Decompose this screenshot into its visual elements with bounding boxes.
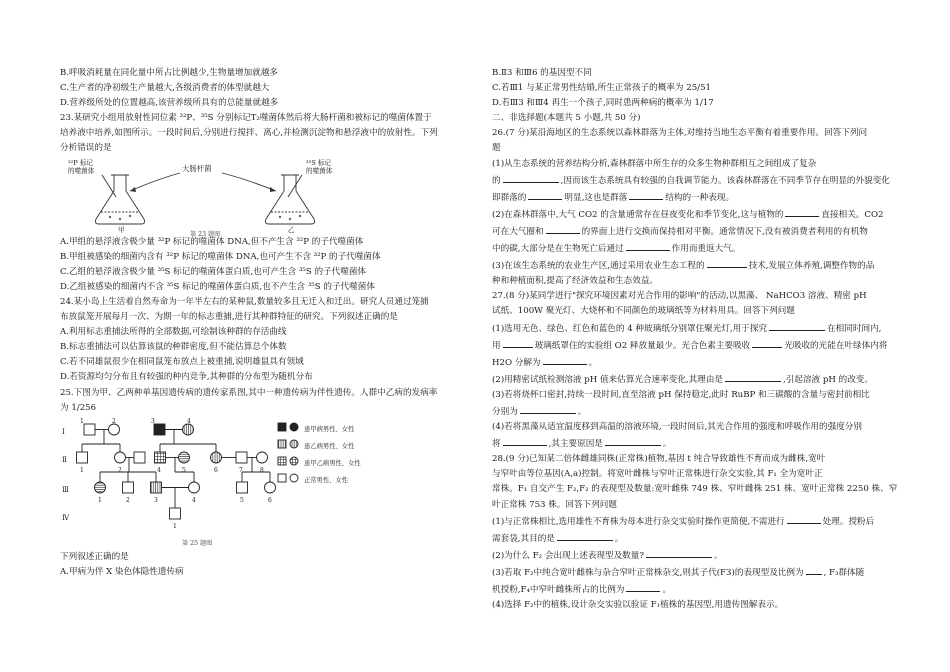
answer-blank[interactable] [528,189,562,200]
answer-blank[interactable] [557,530,613,541]
pedigree-II5 [179,452,190,463]
legend-jia-male-icon [278,423,286,431]
answer-blank[interactable] [543,354,587,365]
right-line-3: 二、非选择题(本题共 5 小题,共 50 分) [492,113,641,124]
pedigree-III5 [237,482,248,493]
arrow-to-flask-b-icon [222,173,276,191]
id-III2: 2 [126,496,130,504]
flask-a-icon [95,175,144,224]
legend-normal: 正常男性、女性 [304,476,349,484]
answer-blank[interactable] [725,371,781,382]
left-mid-line-1: B.甲组被感染的细菌内含有 ³²P 标记的噬菌体 DNA,也可产生不含 ³²P 的子代噬菌体 [60,251,381,262]
right-line-23: 将 ,其主要原因是 。 [492,435,902,452]
right-line-21: 分别为 。 [492,403,902,420]
pedigree-III6 [265,482,276,493]
right-line-11: 中的碳,大部分是在生物死亡后通过 作用而重返大气。 [492,240,902,257]
legend-jia-female-icon [290,423,298,431]
answer-blank[interactable] [646,547,712,558]
right-line-32: 机授粉,F₄中窄叶雌株所占的比例为 。 [492,581,902,598]
pedigree-III3 [151,482,162,493]
right-line-16: (1)选用无色、绿色、红色和蓝色的 4 种玻璃纸分别罩住聚光灯,用于探究 在相同时间内, [492,320,902,337]
answer-blank[interactable] [503,172,559,183]
gen-label-2: Ⅱ [62,454,67,464]
right-line-30: (2)为什么 F₂ 会出现上述表现型及数量? 。 [492,547,902,564]
pedigree-I3 [154,424,165,435]
right-line-20: (3)若将烧杯口密封,持续一段时间,直至溶液 pH 保持稳定,此时 RuBP 和三碳酸的含量与密封前相比 [492,389,870,400]
pedigree-II7 [236,452,247,463]
right-line-18: H2O 分解为 。 [492,354,902,371]
legend-normal-female-icon [290,474,298,482]
id-II6: 6 [214,466,218,474]
right-line-8: 即群落的 明显,这也是群落 结构的一种表现。 [492,189,902,206]
right-line-2: D.若Ⅲ3 和Ⅲ4 再生一个孩子,同时患两种病的概率为 1/17 [492,98,714,109]
answer-blank[interactable] [546,223,580,234]
right-line-6: (1)从生态系统的营养结构分析,森林群落中所生存的众多生物种群相互之间组成了复杂 [492,158,817,169]
answer-blank[interactable] [707,257,747,268]
answer-blank[interactable] [629,189,663,200]
label-s35-phage: ³⁵S 标记 的噬菌体 [306,158,333,175]
pedigree-I1 [84,424,95,435]
id-II7: 7 [239,466,243,474]
legend-yi: 患乙病男性、女性 [304,442,355,450]
right-line-4: 26.(7 分)某沿海地区的生态系统以森林群落为主体,对维持当地生态平衡有着重要作用。回答下列问 [492,128,868,139]
id-II5: 5 [182,466,186,474]
right-line-13: 种和种植面积,提高了经济效益和生态效益。 [492,276,659,287]
left-mid-line-10: 25.下图为甲、乙两种单基因遗传病的遗传家系图,其中一种遗传病为伴性遗传。人群中乙病的发病率 [60,387,438,398]
right-line-9: (2)在森林群落中,大气 CO2 的含量通常存在昼夜变化和季节变化,这与植物的 直接相关。CO2 [492,206,902,223]
right-line-17: 用 玻璃纸罩住的实验组 O2 释放量最少。光合色素主要吸收 光吸收的光能在叶绿体内将 [492,337,902,354]
pedigree-IV1 [170,508,181,519]
pedigree-II6 [211,452,222,463]
left-bottom-line-0: 下列叙述正确的是 [60,551,129,562]
right-line-5: 题 [492,143,501,154]
pedigree-III1 [95,482,106,493]
left-top-text [60,66,482,157]
answer-blank[interactable] [626,240,670,251]
id-II4: 4 [157,466,161,474]
pedigree-II4 [155,452,166,463]
left-mid-line-4: 24.某小岛上生活着自然寿命为一年半左右的某种鼠,数量较多且无迁入和迁出。研究人员通过笼捕 [60,296,429,307]
left-mid-line-0: A.甲组的悬浮液含极少量 ³²P 标记的噬菌体 DNA,但不产生含 ³²P 的子代噬菌体 [60,236,364,247]
left-top-line-3: 23.某研究小组用放射性同位素 ³²P、³⁵S 分别标记T₂噬菌体然后将大肠杆菌和被标记的噬菌体置于 [60,113,432,124]
right-line-29: 需套袋,其目的是 。 [492,530,902,547]
right-line-0: B.Ⅱ3 和Ⅲ6 的基因型不同 [492,68,592,78]
left-mid-line-2: C.乙组的悬浮液含极少量 ³⁵S 标记的噬菌体蛋白质,也可产生含 ³⁵S 的子代噬菌体 [60,266,367,277]
figure-23-caption: 第 23 题图 [190,230,221,238]
left-mid-line-3: D.乙组被感染的细菌内不含 ³⁵S 标记的噬菌体蛋白质,也不产生含 ³⁵S 的子代噬菌体 [60,281,375,292]
left-top-line-2: D.营养级所处的位置越高,该营养级所具有的总能量就越多 [60,98,279,109]
answer-blank[interactable] [503,435,547,446]
left-mid-line-5: 布放鼠笼开展每月一次、为期一年的标志重捕,进行其种群特征的研究。下列叙述正确的是 [60,312,398,323]
answer-blank[interactable] [785,206,819,217]
gen-label-1: Ⅰ [62,426,65,436]
legend-both: 患甲乙病男性、女性 [304,459,361,467]
right-line-7: 的 ,因而该生态系统具有较强的自我调节能力。该森林群落在不同季节存在明显的外貌变化 [492,172,902,189]
right-line-28: (1)与正常株相比,选用雄性不育株为母本进行杂交实验时操作更简便,不需进行 处理。授粉后 [492,513,902,530]
pedigree-II-spouse [134,452,145,463]
left-mid-line-11: 为 1/256 [60,402,97,413]
label-ecoli: 大肠杆菌 [182,163,212,173]
right-column [492,66,902,613]
label-p32-phage: ³²P 标记 的噬菌体 [68,158,95,175]
answer-blank[interactable] [806,564,822,575]
gen-label-3: Ⅲ [62,484,69,494]
id-IV1: 1 [173,522,177,530]
answer-blank[interactable] [605,435,661,446]
legend-yi-female-icon [290,440,298,448]
pedigree-II1 [77,452,88,463]
id-II1: 1 [80,466,84,474]
gen-label-4: Ⅳ [62,512,70,522]
left-mid-line-9: D.若资源均匀分布且有较强的种内竞争,其种群的分布型为随机分布 [60,372,313,383]
legend-both-male-icon [278,457,286,465]
right-line-12: (3)在该生态系统的农业生产区,通过采用农业生态工程的 技术,发展立体养殖,调整作物的品 [492,257,902,274]
right-line-22: (4)若将黑藻从适宜温度移到高温的溶液环境,一段时间后,其光合作用的强度和呼吸作用的强度分别 [492,422,862,433]
id-III6: 6 [268,496,272,504]
legend-both-female-icon [290,457,298,465]
right-line-24: 28.(9 分)已知某二倍体雌雄同株(正常株)植物,基因 t 纯合导致雄性不育而成为雌株,宽叶 [492,454,826,465]
right-line-10: 可在大气圈和 的界面上进行交换而保持相对平衡。通常情况下,没有被消费者利用的有机物 [492,223,902,240]
id-I3: 3 [151,417,155,425]
pedigree-III4 [189,482,200,493]
right-line-14: 27.(8 分)某同学进行"探究环境因素对光合作用的影响"的活动,以黑藻、 NaHCO3 溶液、精密 pH [492,291,867,302]
flask-b-label: 乙 [288,225,295,234]
right-line-33: (4)选择 F₂中的植株,设计杂交实验以验证 F₁植株的基因型,用遗传图解表示。 [492,600,784,611]
flask-a-label: 甲 [118,225,125,234]
answer-blank[interactable] [752,337,782,348]
left-mid-line-6: A.利用标志重捕法所得的全部数据,可绘制该种群的存活曲线 [60,327,287,338]
left-mid-text [60,235,482,416]
arrow-to-flask-a-icon [130,173,180,191]
right-text [492,66,902,613]
right-line-31: (3)若取 F₂中纯合宽叶雌株与杂合窄叶正常株杂交,则其子代(F3)的表现型及比例为 , F₃群体随 [492,564,902,581]
left-top-line-0: B.呼吸消耗量在同化量中所占比例越少,生物量增加就越多 [60,68,279,78]
answer-blank[interactable] [626,581,660,592]
right-line-1: C.若Ⅲ1 与某正常男性结婚,所生正常孩子的概率为 25/51 [492,83,711,94]
left-top-line-1: C.生产者的净初级生产量越大,各级消费者的体型就越大 [60,83,270,94]
id-I4: 4 [187,417,191,425]
figure-25-pedigree [60,416,360,550]
id-I1: 1 [80,417,84,425]
left-bottom-text [60,550,482,580]
legend-jia: 患甲病男性、女性 [304,425,355,433]
figure-23 [62,157,362,238]
left-mid-line-7: B.标志重捕法可以估算该鼠的种群密度,但不能估算总个体数 [60,342,287,353]
pedigree-II8 [257,452,268,463]
right-line-26: 常株。F₁ 自交产生 F₂,F₂ 的表现型及数量:宽叶雌株 749 株、窄叶雌株 251 株、宽叶正常株 2250 株、窄 [492,484,898,495]
answer-blank[interactable] [503,337,533,348]
answer-blank[interactable] [787,513,821,524]
left-column [60,66,482,580]
right-line-19: (2)用精密试纸检测溶液 pH 值来估算光合速率变化,其理由是 ,引起溶液 pH 的改变。 [492,371,902,388]
answer-blank[interactable] [769,320,825,331]
legend-normal-male-icon [278,474,286,482]
pedigree-II2 [115,452,126,463]
answer-blank[interactable] [520,403,576,414]
legend-yi-male-icon [278,440,286,448]
right-line-15: 试纸、100W 聚光灯、大烧杯和不同颜色的玻璃纸等为材料用具。回答下列问题 [492,306,795,317]
left-bottom-line-1: A.甲病为伴 X 染色体隐性遗传病 [60,566,184,577]
left-top-line-5: 分析错误的是 [60,143,112,154]
id-III5: 5 [240,496,244,504]
id-II8: 8 [260,466,264,474]
left-mid-line-8: C.若不同雄鼠很少在相同鼠笼布放点上被重捕,说明雄鼠具有领域 [60,357,304,368]
right-line-25: 与窄叶由等位基因(A,a)控制。将宽叶雌株与窄叶正常株进行杂交实验,其 F₁ 全为宽叶正 [492,469,823,480]
id-III3: 3 [154,496,158,504]
id-III4: 4 [192,496,196,504]
figure-25-caption: 第 25 题图 [182,539,213,547]
id-II2: 2 [118,466,122,474]
id-III1: 1 [98,496,102,504]
flask-b-icon [265,175,314,224]
right-line-27: 叶正常株 753 株。回答下列问题 [492,499,617,510]
left-top-line-4: 培养液中培养,如图所示。一段时间后,分别进行搅拌、离心,并检测沉淀物和悬浮液中的放射性。下列 [60,128,438,139]
id-I2: 2 [112,417,116,425]
pedigree-III2 [123,482,134,493]
